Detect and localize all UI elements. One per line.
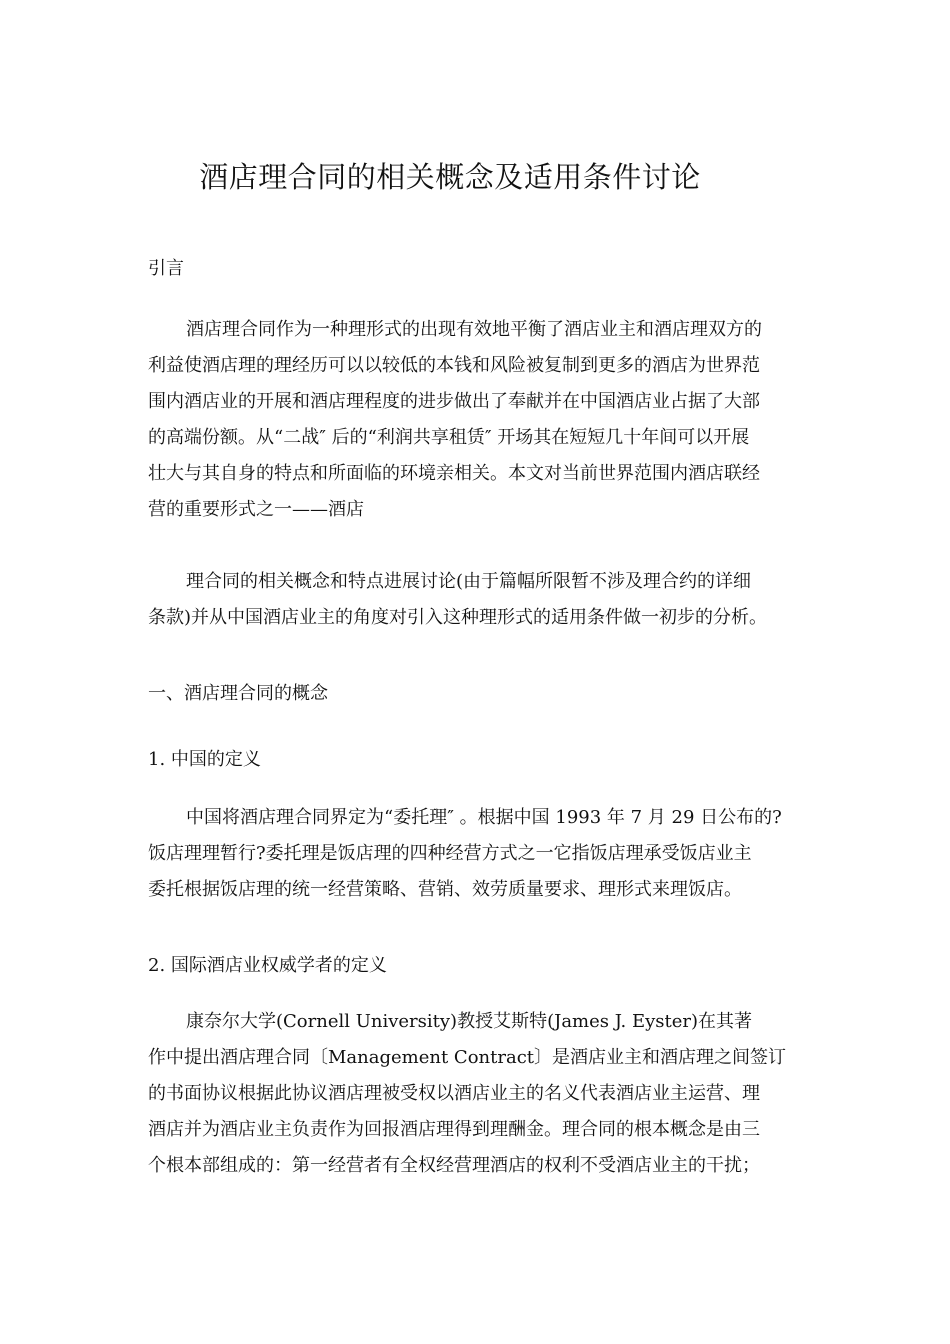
intro-paragraph-2	[148, 564, 803, 636]
text-line: 饭店理理暂行?委托理是饭店理的四种经营方式之一它指饭店理承受饭店业主	[148, 843, 752, 864]
text-line: 营的重要形式之一——酒店	[148, 499, 364, 520]
text-line: 委托根据饭店理的统一经营策略、营销、效劳质量要求、理形式来理饭店。	[148, 879, 742, 900]
section-1-heading: 一、酒店理合同的概念	[148, 683, 328, 704]
text-line: 康奈尔大学(Cornell University)教授艾斯特(James J. Eyster)在其著	[186, 1011, 753, 1032]
text-line: 条款)并从中国酒店业主的角度对引入这种理形式的适用条件做一初步的分析。	[148, 607, 768, 628]
text-line: 围内酒店业的开展和酒店理程度的进步做出了奉献并在中国酒店业占据了大部	[148, 391, 760, 412]
subsection-1-heading: 1. 中国的定义	[148, 749, 261, 770]
document-title: 酒店理合同的相关概念及适用条件讨论	[199, 160, 701, 194]
text-line: 的高端份额。从“二战″ 后的“利润共享租赁″ 开场其在短短几十年间可以开展	[148, 427, 750, 448]
subsection-1-paragraph	[148, 800, 803, 908]
intro-paragraph-1	[148, 312, 803, 528]
text-line: 个根本部组成的：第一经营者有全权经营理酒店的权利不受酒店业主的干扰；	[148, 1155, 760, 1176]
text-line: 理合同的相关概念和特点进展讨论(由于篇幅所限暂不涉及理合约的详细	[186, 571, 752, 592]
subsection-2-heading: 2. 国际酒店业权威学者的定义	[148, 955, 387, 976]
text-line: 酒店并为酒店业主负责作为回报酒店理得到理酬金。理合同的根本概念是由三	[148, 1119, 760, 1140]
text-line: 利益使酒店理的理经历可以以较低的本钱和风险被复制到更多的酒店为世界范	[148, 355, 760, 376]
subsection-2-paragraph	[148, 1004, 803, 1184]
text-line: 的书面协议根据此协议酒店理被受权以酒店业主的名义代表酒店业主运营、理	[148, 1083, 760, 1104]
text-line: 中国将酒店理合同界定为“委托理″ 。根据中国 1993 年 7 月 29 日公布的?	[186, 807, 782, 828]
text-line: 作中提出酒店理合同〔Management Contract〕是酒店业主和酒店理之间签订	[148, 1047, 787, 1068]
intro-heading: 引言	[148, 258, 184, 279]
text-line: 酒店理合同作为一种理形式的出现有效地平衡了酒店业主和酒店理双方的	[186, 319, 762, 340]
text-line: 壮大与其自身的特点和所面临的环境亲相关。本文对当前世界范围内酒店联经	[148, 463, 760, 484]
